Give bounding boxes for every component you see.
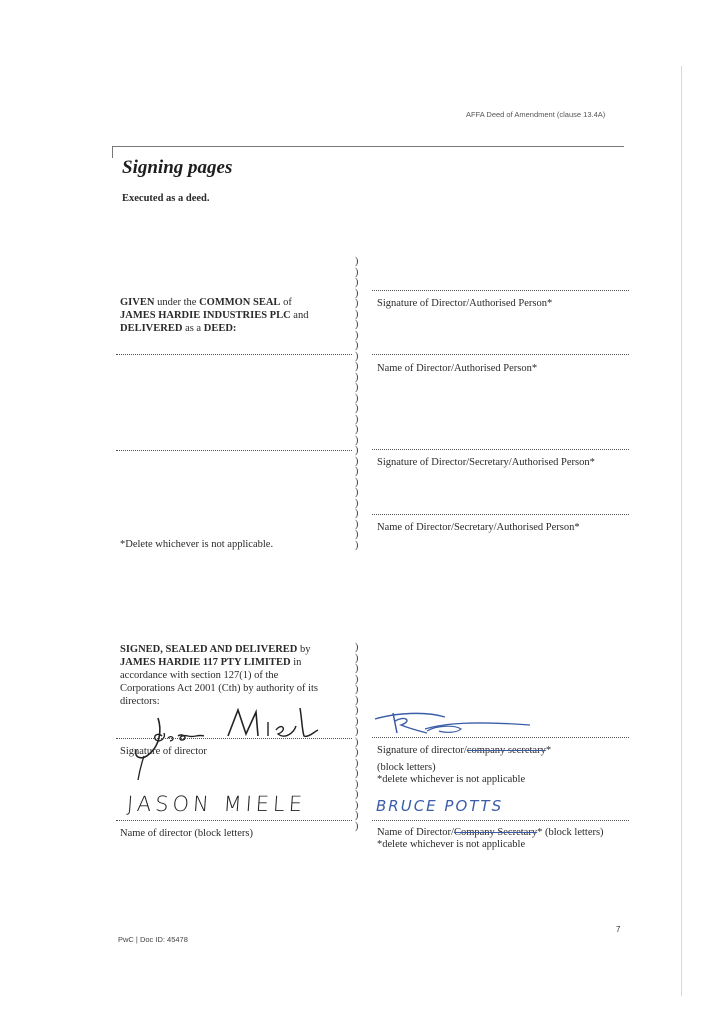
name-director-sec-label: Name of Director/Secretary/Authorised Person*	[377, 522, 580, 533]
delivered-word: DELIVERED	[120, 323, 183, 334]
clause-line-4: Corporations Act 2001 (Cth) by authority of its	[120, 683, 319, 694]
bracket-column-1: ) ) ) ) ) ) ) ) ) ) ) ) ) ) ) ) ) ) ) ) ) ) ) ) ) ) ) )	[355, 256, 359, 551]
document-reference: AFFA Deed of Amendment (clause 13.4A)	[466, 110, 606, 119]
footer-doc-id: PwC | Doc ID: 45478	[118, 935, 188, 944]
page-number: 7	[616, 925, 621, 934]
director-signature-line	[116, 738, 352, 739]
sig-director-co-suffix: *	[545, 745, 552, 756]
title-rule-top	[112, 146, 624, 147]
given-clause	[120, 296, 352, 335]
company-and: and	[290, 310, 309, 321]
signed-clause	[120, 643, 355, 708]
name-line-1	[372, 354, 629, 355]
signed-by: by	[297, 644, 311, 655]
company-in: in	[290, 657, 302, 668]
seal-witness-line	[116, 450, 352, 451]
delete-note-1: *Delete whichever is not applicable.	[120, 539, 274, 550]
clause-line-5: directors:	[120, 696, 160, 707]
signature-line-2	[372, 449, 629, 450]
handwritten-co-name: BRUCE POTTS	[376, 797, 504, 815]
sig-director-co-prefix: Signature of director/	[377, 745, 467, 756]
sig-director-co-struck: company secretary	[466, 745, 546, 756]
page-subtitle: Executed as a deed.	[122, 193, 210, 204]
company-name-2: JAMES HARDIE 117 PTY LIMITED	[120, 657, 291, 668]
name-director-co-prefix: Name of Director/	[377, 827, 454, 838]
seal-line	[116, 354, 352, 355]
given-of: of	[280, 297, 292, 308]
sig-director-label: Signature of director	[120, 746, 207, 757]
deed-word: DEED:	[203, 323, 237, 334]
page-title: Signing pages	[122, 157, 233, 178]
signature-line-1	[372, 290, 629, 291]
page-edge-shadow	[681, 66, 682, 996]
director-signature-right	[365, 703, 545, 739]
name-director-label: Name of director (block letters)	[120, 828, 253, 839]
block-letters-note: (block letters)	[377, 762, 436, 773]
co-name-line	[372, 820, 629, 821]
bracket-column-2: ) ) ) ) ) ) ) ) ) ) ) ) ) ) ) ) ) )	[355, 642, 359, 832]
clause-line-3: accordance with section 127(1) of the	[120, 670, 279, 681]
delete-note-3: *delete whichever is not applicable	[377, 839, 526, 850]
name-director-auth-label: Name of Director/Authorised Person*	[377, 363, 538, 374]
given-mid: under the	[154, 297, 200, 308]
delete-note-2: *delete whichever is not applicable	[377, 774, 526, 785]
director-name-line	[116, 820, 352, 821]
sig-director-sec-label: Signature of Director/Secretary/Authorised Person*	[377, 457, 595, 468]
company-name-1: JAMES HARDIE INDUSTRIES PLC	[120, 310, 291, 321]
name-director-co-struck: Company Secretary	[453, 827, 538, 838]
co-signature-line	[372, 737, 629, 738]
signed-sealed-delivered: SIGNED, SEALED AND DELIVERED	[120, 644, 298, 655]
sig-director-auth-label: Signature of Director/Authorised Person*	[377, 298, 553, 309]
delivered-as: as a	[182, 323, 204, 334]
handwritten-director-name: JASON MIELE	[126, 792, 307, 816]
common-seal: COMMON SEAL	[199, 297, 281, 308]
title-rule-left	[112, 146, 113, 158]
name-line-2	[372, 514, 629, 515]
sig-director-co-label	[377, 744, 551, 757]
name-director-co-suffix: * (block letters)	[537, 827, 604, 838]
given-word: GIVEN	[120, 297, 155, 308]
director-signature-left	[118, 700, 348, 780]
